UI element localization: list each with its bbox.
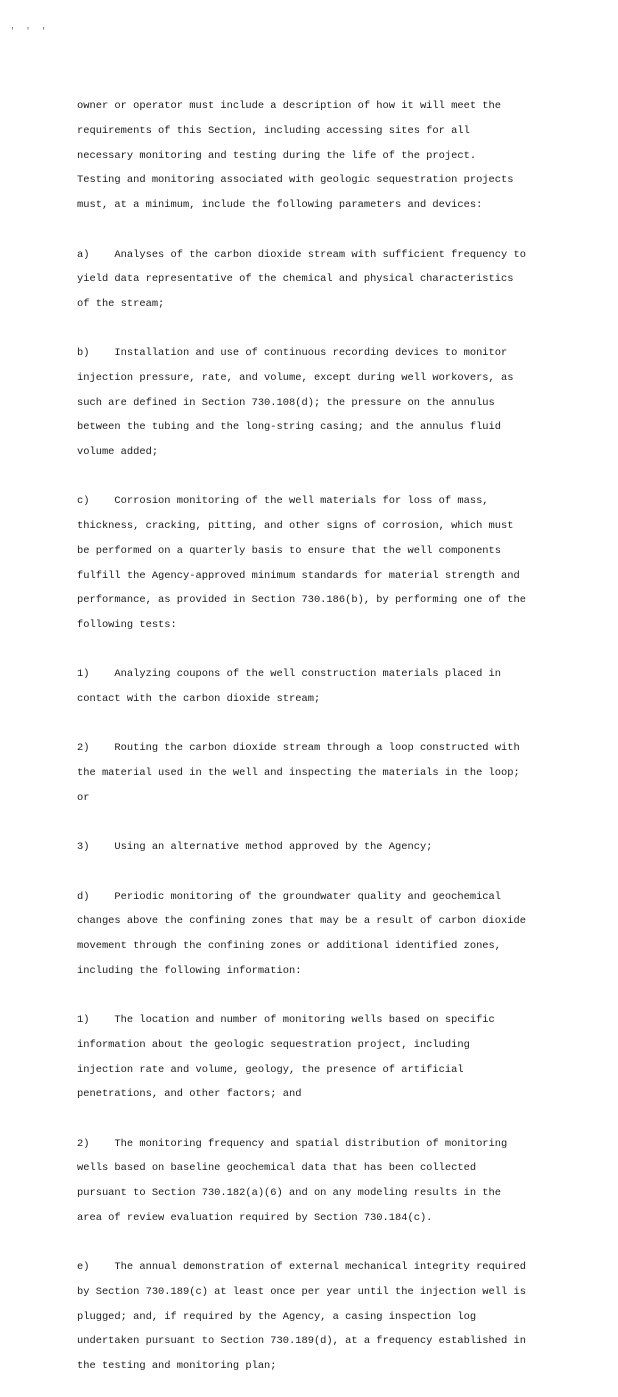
paragraph-a (77, 236, 547, 322)
paragraph-c (77, 483, 547, 643)
text-line: the material used in the well and inspecting the materials in the loop; (77, 767, 520, 780)
text-line: c) Corrosion monitoring of the well materials for loss of mass, (77, 495, 489, 508)
text-line: undertaken pursuant to Section 730.189(d), at a frequency established in (77, 1335, 526, 1348)
text-line: be performed on a quarterly basis to ensure that the well components (77, 544, 502, 557)
paragraph-d-1 (77, 1002, 547, 1113)
text-line: 1) The location and number of monitoring wells based on specific (77, 1014, 495, 1027)
paragraph-d-2 (77, 1125, 547, 1236)
page-corner-mark: ' ' ' (10, 27, 50, 36)
text-line: 1) Analyzing coupons of the well construction materials placed in (77, 668, 502, 681)
paragraph-e (77, 1249, 547, 1385)
text-line: owner or operator must include a description of how it will meet the (77, 100, 502, 113)
text-line: including the following information: (77, 964, 302, 977)
text-line: penetrations, and other factors; and (77, 1088, 302, 1101)
text-line: changes above the confining zones that may be a result of carbon dioxide (77, 915, 526, 928)
text-line: e) The annual demonstration of external mechanical integrity required (77, 1261, 526, 1274)
text-line: fulfill the Agency-approved minimum standards for material strength and (77, 569, 520, 582)
text-line: information about the geologic sequestration project, including (77, 1038, 470, 1051)
text-line: or (77, 791, 90, 804)
text-line: Testing and monitoring associated with geologic sequestration projects (77, 174, 514, 187)
paragraph-c-3 (77, 829, 547, 866)
text-line: requirements of this Section, including accessing sites for all (77, 125, 470, 138)
text-line: performance, as provided in Section 730.186(b), by performing one of the (77, 594, 526, 607)
intro-paragraph (77, 88, 547, 224)
text-line: thickness, cracking, pitting, and other signs of corrosion, which must (77, 520, 514, 533)
paragraph-c-2 (77, 730, 547, 816)
text-line: must, at a minimum, include the following parameters and devices: (77, 199, 483, 212)
text-line: injection rate and volume, geology, the presence of artificial (77, 1063, 464, 1076)
text-line: volume added; (77, 446, 159, 459)
text-line: by Section 730.189(c) at least once per year until the injection well is (77, 1285, 526, 1298)
text-line: of the stream; (77, 297, 165, 310)
text-line: 2) Routing the carbon dioxide stream through a loop constructed with (77, 742, 520, 755)
text-line: injection pressure, rate, and volume, except during well workovers, as (77, 372, 514, 384)
paragraph-d (77, 878, 547, 989)
text-line: between the tubing and the long-string casing; and the annulus fluid (77, 421, 502, 434)
text-line: plugged; and, if required by the Agency, a casing inspection log (77, 1310, 477, 1323)
text-line: movement through the confining zones or additional identified zones, (77, 940, 502, 953)
text-line: following tests: (77, 618, 177, 631)
document-body (77, 88, 547, 1397)
text-line: pursuant to Section 730.182(a)(6) and on any modeling results in the (77, 1187, 502, 1200)
paragraph-b (77, 335, 547, 471)
text-line: d) Periodic monitoring of the groundwater quality and geochemical (77, 890, 502, 903)
text-line: the testing and monitoring plan; (77, 1359, 277, 1372)
text-line: b) Installation and use of continuous recording devices to monitor (77, 347, 508, 360)
text-line: necessary monitoring and testing during the life of the project. (77, 149, 477, 162)
text-line: area of review evaluation required by Section 730.184(c). (77, 1211, 433, 1224)
text-line: 2) The monitoring frequency and spatial distribution of monitoring (77, 1137, 508, 1150)
text-line: 3) Using an alternative method approved by the Agency; (77, 841, 433, 854)
text-line: yield data representative of the chemical and physical characteristics (77, 273, 514, 286)
text-line: wells based on baseline geochemical data that has been collected (77, 1162, 477, 1175)
text-line: a) Analyses of the carbon dioxide stream with sufficient frequency to (77, 248, 526, 261)
text-line: such are defined in Section 730.108(d); the pressure on the annulus (77, 396, 495, 409)
paragraph-c-1 (77, 656, 547, 718)
text-line: contact with the carbon dioxide stream; (77, 693, 321, 706)
